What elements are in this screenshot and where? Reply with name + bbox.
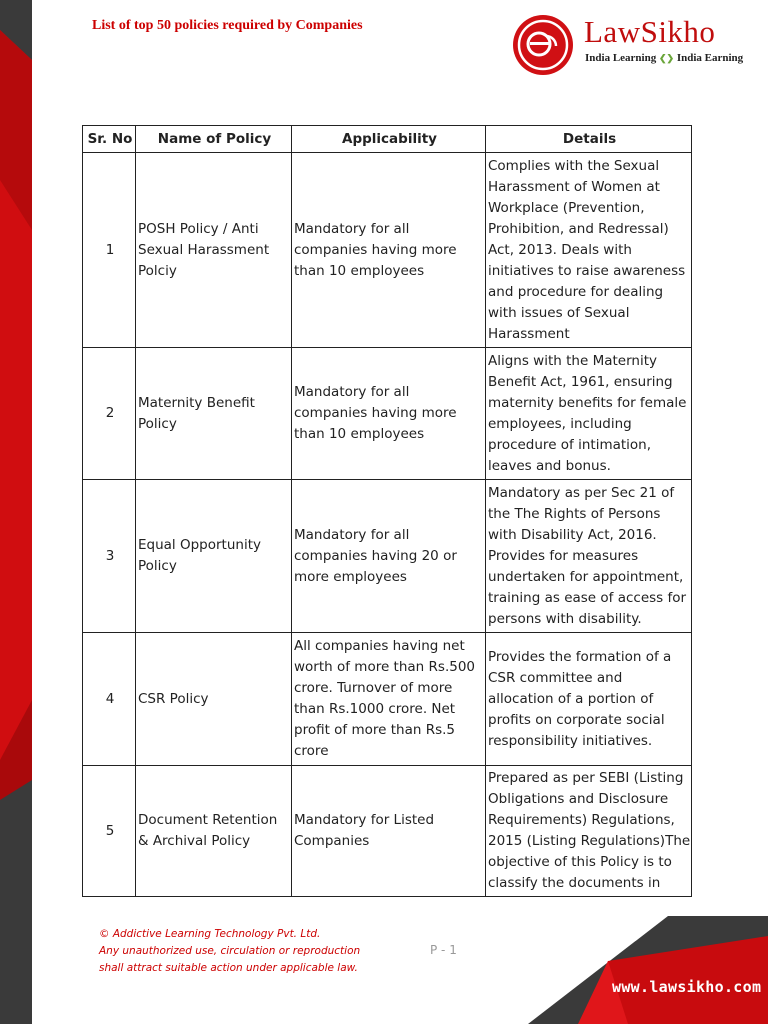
footer-decoration — [468, 916, 768, 1024]
logo-tagline-left: India Learning — [585, 52, 657, 64]
column-header-applicability: Applicability — [292, 126, 486, 153]
cell-details: Complies with the Sexual Harassment of Women at Workplace (Prevention, Prohibition, and Redressal) Act, 2013. Deals with initiatives to raise awareness and procedure for dealing with issues of Sexual Harassment — [486, 153, 692, 348]
cell-applicability: Mandatory for Listed Companies — [292, 766, 486, 897]
india-flag-icon: ❮❯ — [658, 53, 675, 63]
logo-brand-name: LawSikho — [584, 14, 716, 49]
cell-details: Aligns with the Maternity Benefit Act, 1961, ensuring maternity benefits for female employees, including procedure of intimation, leaves and bonus. — [486, 348, 692, 480]
logo-tagline-right: India Earning — [676, 52, 744, 64]
left-edge-strip — [0, 0, 32, 1024]
cell-policy-name: Equal Opportunity Policy — [136, 480, 292, 633]
lawsikho-logo-icon — [512, 14, 574, 76]
logo-tagline — [585, 52, 743, 64]
column-header-sr-no: Sr. No — [83, 126, 136, 153]
column-header-name: Name of Policy — [136, 126, 292, 153]
cell-sr-no: 5 — [83, 766, 136, 897]
copyright-line: shall attract suitable action under applicable law. — [99, 962, 358, 974]
cell-policy-name: Maternity Benefit Policy — [136, 348, 292, 480]
policies-table — [82, 125, 692, 897]
cell-sr-no: 4 — [83, 633, 136, 766]
table-row — [83, 480, 692, 633]
cell-details: Mandatory as per Sec 21 of the The Rights of Persons with Disability Act, 2016. Provides for measures undertaken for appointment, training as ease of access for persons with disability. — [486, 480, 692, 633]
column-header-details: Details — [486, 126, 692, 153]
cell-applicability: Mandatory for all companies having 20 or more employees — [292, 480, 486, 633]
cell-applicability: Mandatory for all companies having more than 10 employees — [292, 153, 486, 348]
table-header-row — [83, 126, 692, 153]
document-title: List of top 50 policies required by Companies — [92, 18, 363, 33]
cell-applicability: All companies having net worth of more than Rs.500 crore. Turnover of more than Rs.1000 crore. Net profit of more than Rs.5 crore — [292, 633, 486, 766]
table-row — [83, 153, 692, 348]
cell-sr-no: 3 — [83, 480, 136, 633]
cell-policy-name: CSR Policy — [136, 633, 292, 766]
copyright-line: Any unauthorized use, circulation or reproduction — [99, 945, 361, 957]
cell-sr-no: 2 — [83, 348, 136, 480]
cell-sr-no: 1 — [83, 153, 136, 348]
table-row — [83, 348, 692, 480]
cell-applicability: Mandatory for all companies having more than 10 employees — [292, 348, 486, 480]
cell-policy-name: Document Retention & Archival Policy — [136, 766, 292, 897]
page-number: P - 1 — [430, 943, 457, 957]
cell-details: Provides the formation of a CSR committee and allocation of a portion of profits on corporate social responsibility initiatives. — [486, 633, 692, 766]
copyright-notice — [99, 926, 360, 977]
table-row — [83, 766, 692, 897]
website-url[interactable]: www.lawsikho.com — [612, 978, 762, 996]
copyright-line: © Addictive Learning Technology Pvt. Ltd. — [99, 928, 321, 940]
table-row — [83, 633, 692, 766]
lawsikho-logo — [512, 12, 752, 74]
cell-policy-name: POSH Policy / Anti Sexual Harassment Polciy — [136, 153, 292, 348]
cell-details: Prepared as per SEBI (Listing Obligations and Disclosure Requirements) Regulations, 2015 (Listing Regulations)The objective of this Policy is to classify the documents in — [486, 766, 692, 897]
